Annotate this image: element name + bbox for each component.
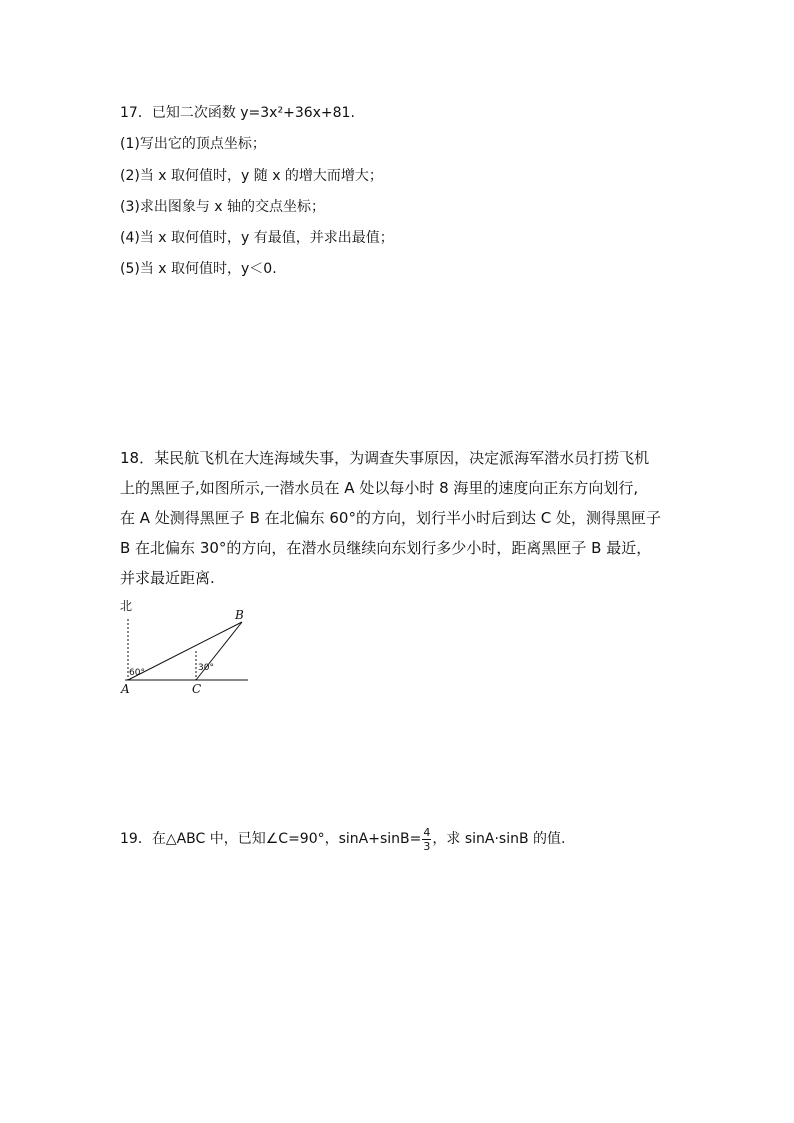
- q19-fraction-denominator: 3: [423, 840, 431, 853]
- point-a-label: A: [121, 682, 130, 696]
- q18-text-line-4: B 在北偏东 30°的方向，在潜水员继续向东划行多少小时，距离黑匣子 B 最近，: [120, 539, 652, 557]
- north-label: 北: [120, 599, 133, 613]
- q19-prefix: 19．在△ABC 中，已知∠C=90°，sinA+sinB=: [120, 830, 422, 847]
- angle-c-label: 30°: [198, 663, 214, 673]
- q17-part-1: (1)写出它的顶点坐标；: [120, 136, 266, 152]
- q19-suffix: ，求 sinA·sinB 的值.: [432, 830, 566, 847]
- angle-a-label: 60°: [129, 668, 145, 678]
- segment-ab: [128, 622, 242, 680]
- q17-part-4: (4)当 x 取何值时，y 有最值，并求出最值；: [120, 230, 394, 246]
- q18-text-line-1: 18．某民航飞机在大连海域失事，为调查失事原因，决定派海军潜水员打捞飞机: [120, 449, 650, 467]
- q17-title: 17．已知二次函数 y=3x²+36x+81.: [120, 105, 355, 121]
- point-c-label: C: [192, 682, 202, 696]
- q18-figure: [110, 595, 260, 705]
- q19-fraction: [422, 827, 431, 852]
- q17-part-5: (5)当 x 取何值时，y＜0.: [120, 261, 277, 277]
- q18-text-line-5: 并求最近距离.: [120, 569, 215, 587]
- q17-part-2: (2)当 x 取何值时，y 随 x 的增大而增大；: [120, 168, 383, 184]
- q18-text-line-2: 上的黑匣子,如图所示,一潜水员在 A 处以每小时 8 海里的速度向正东方向划行,: [120, 479, 639, 497]
- q18-figure-svg: [110, 595, 260, 705]
- point-b-label: B: [235, 608, 244, 622]
- q19-text: [120, 826, 565, 851]
- q18-text-line-3: 在 A 处测得黑匣子 B 在北偏东 60°的方向，划行半小时后到达 C 处，测得黑匣子: [120, 509, 661, 527]
- q19-fraction-numerator: 4: [423, 826, 431, 839]
- q17-part-3: (3)求出图象与 x 轴的交点坐标；: [120, 199, 326, 215]
